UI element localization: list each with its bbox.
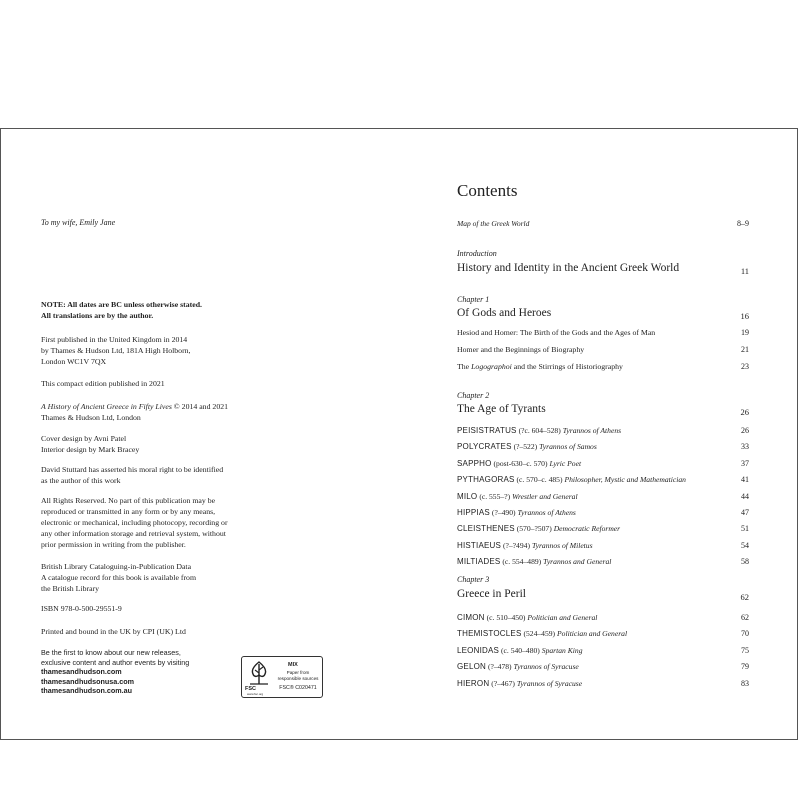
- person-dates: (?–490): [491, 508, 516, 517]
- person-description: Wrestler and General: [512, 491, 578, 501]
- person-name: CLEISTHENES: [457, 524, 515, 534]
- toc-person-entry: [457, 524, 749, 533]
- website-link: thamesandhudson.com: [41, 667, 122, 676]
- person-dates: (524–459): [523, 629, 556, 639]
- person-description: Democratic Reformer: [553, 524, 621, 534]
- toc-person-entry: [457, 492, 749, 501]
- toc-person-entry: [457, 629, 749, 638]
- person-description: Tyrannos of Syracuse: [516, 678, 583, 688]
- page-number: 70: [741, 629, 749, 639]
- person-dates: (?c. 604–528): [518, 426, 561, 435]
- person-dates: (c. 555–?): [479, 491, 511, 501]
- person-dates: (c. 510–450): [486, 613, 526, 622]
- web-promo: Be the first to know about our new releases, exclusive content and author events by visiting thamesandhudson.com thamesandhudsonusa.com thamesandhudson.com.au: [41, 648, 271, 696]
- toc-person-entry: [457, 508, 749, 517]
- person-description: Tyrannos of Athens: [562, 426, 622, 435]
- page-number: 79: [741, 662, 749, 672]
- person-dates: (?–467): [491, 678, 515, 688]
- person-description: Tyrannos of Athens: [517, 508, 576, 517]
- person-name: SAPPHO: [457, 458, 492, 468]
- website-link: thamesandhudsonusa.com: [41, 676, 135, 686]
- page-number: 41: [741, 475, 749, 485]
- isbn: ISBN 978-0-500-29551-9: [41, 604, 122, 613]
- toc-person-entry: [457, 662, 749, 671]
- person-name: PYTHAGORAS: [457, 475, 515, 485]
- person-dates: (post-630–c. 570): [493, 458, 548, 468]
- person-description: Tyrannos and General: [543, 557, 612, 567]
- person-dates: (?–?494): [502, 540, 530, 550]
- toc-person-entry: [457, 475, 749, 484]
- toc-person-entry: [457, 679, 749, 688]
- toc-person-entry: [457, 541, 749, 550]
- cip-data: British Library Cataloguing-in-Publication Data A catalogue record for this book is available from the British Library: [41, 562, 197, 593]
- page-number: 54: [741, 540, 749, 550]
- chapter-label: Chapter 2: [457, 391, 490, 400]
- person-description: Tyrannos of Syracuse: [513, 662, 579, 672]
- toc-entry: The Logographoi and the Stirrings of Historiography 23: [457, 362, 749, 371]
- website-link: thamesandhudson.com.au: [41, 686, 133, 695]
- person-description: Lyric Poet: [549, 458, 582, 468]
- dedication: To my wife, Emily Jane: [41, 218, 116, 227]
- person-dates: (?–478): [487, 662, 512, 672]
- person-dates: (c. 540–480): [501, 645, 540, 655]
- toc-heading-chapter-3: Greece in Peril 62: [457, 588, 749, 602]
- page-number: 33: [741, 442, 749, 452]
- page-number: 44: [741, 491, 749, 501]
- chapter-label: Chapter 3: [457, 575, 490, 584]
- person-name: PEISISTRATUS: [457, 426, 517, 435]
- first-published: First published in the United Kingdom in 2014 by Thames & Hudson Ltd, 181A High Holborn, London WC1V 7QX: [41, 335, 191, 366]
- toc-person-entry: [457, 426, 749, 435]
- toc-heading-chapter-1: Of Gods and Heroes 16: [457, 307, 749, 321]
- toc-person-entry: [457, 442, 749, 451]
- toc-heading-introduction: History and Identity in the Ancient Greek World 11: [457, 262, 749, 276]
- compact-edition: This compact edition published in 2021: [41, 379, 165, 388]
- note: NOTE: All dates are BC unless otherwise stated. All translations are by the author.: [41, 300, 202, 320]
- page-number: 75: [741, 645, 749, 655]
- person-name: GELON: [457, 662, 487, 672]
- page-number: 62: [741, 613, 749, 622]
- person-description: Tyrannos of Samos: [539, 442, 597, 452]
- book-spread: [0, 128, 798, 740]
- page-title: Contents: [457, 181, 518, 200]
- person-name: MILO: [457, 491, 478, 501]
- copyright-page: [1, 129, 401, 739]
- copyright-notice: A History of Ancient Greece in Fifty Lives © 2014 and 2021 Thames & Hudson Ltd, London: [41, 402, 229, 422]
- person-name: HIPPIAS: [457, 508, 490, 517]
- person-name: LEONIDAS: [457, 645, 500, 655]
- person-description: Politician and General: [557, 629, 628, 639]
- person-name: MILTIADES: [457, 557, 501, 567]
- toc-entry: Homer and the Beginnings of Biography 21: [457, 345, 749, 354]
- intro-label: Introduction: [457, 249, 497, 258]
- person-name: CIMON: [457, 613, 485, 622]
- page-number: 47: [741, 508, 749, 517]
- person-description: Tyrannos of Miletus: [531, 540, 593, 550]
- page-number: 83: [741, 678, 749, 688]
- chapter-label: Chapter 1: [457, 295, 490, 304]
- person-name: HISTIAEUS: [457, 540, 502, 550]
- toc-entry: Hesiod and Homer: The Birth of the Gods and the Ages of Man 19: [457, 328, 749, 337]
- fsc-tree-icon: [246, 660, 272, 686]
- toc-person-entry: [457, 459, 749, 468]
- page-number: 26: [741, 426, 749, 435]
- person-dates: (c. 570–c. 485): [516, 475, 563, 485]
- moral-right: David Stuttard has asserted his moral right to be identified as the author of this work: [41, 465, 224, 485]
- person-description: Politician and General: [527, 613, 598, 622]
- toc-heading-chapter-2: The Age of Tyrants 26: [457, 403, 749, 417]
- person-dates: (?–522): [513, 442, 538, 452]
- page-number: 51: [741, 524, 749, 534]
- printed-by: Printed and bound in the UK by CPI (UK) Ltd: [41, 627, 186, 636]
- page-number: 37: [741, 458, 749, 468]
- person-name: HIERON: [457, 678, 490, 688]
- person-description: Philosopher, Mystic and Mathematician: [564, 475, 686, 485]
- person-name: POLYCRATES: [457, 442, 512, 452]
- person-dates: (c. 554–489): [502, 557, 542, 567]
- person-dates: (570–?507): [516, 524, 552, 534]
- contents-page: [401, 129, 799, 739]
- toc-person-entry: [457, 646, 749, 655]
- page-number: 58: [741, 557, 749, 567]
- design-credits: Cover design by Avni Patel Interior design by Mark Bracey: [41, 434, 140, 454]
- toc-person-entry: [457, 557, 749, 566]
- person-name: THEMISTOCLES: [457, 629, 522, 639]
- toc-entry-map: Map of the Greek World 8–9: [457, 219, 749, 228]
- fsc-logo: FSC www.fsc.org MIX Paper from responsible sources FSC® C020471: [241, 656, 323, 698]
- rights-statement: All Rights Reserved. No part of this publication may be reproduced or transmitted in any form or by any means, electronic or mechanical, including photocopy, recording or any other information storage and retrieval system, without prior permission in writing from the publisher.: [41, 496, 228, 549]
- toc-person-entry: [457, 613, 749, 622]
- person-description: Spartan King: [541, 645, 583, 655]
